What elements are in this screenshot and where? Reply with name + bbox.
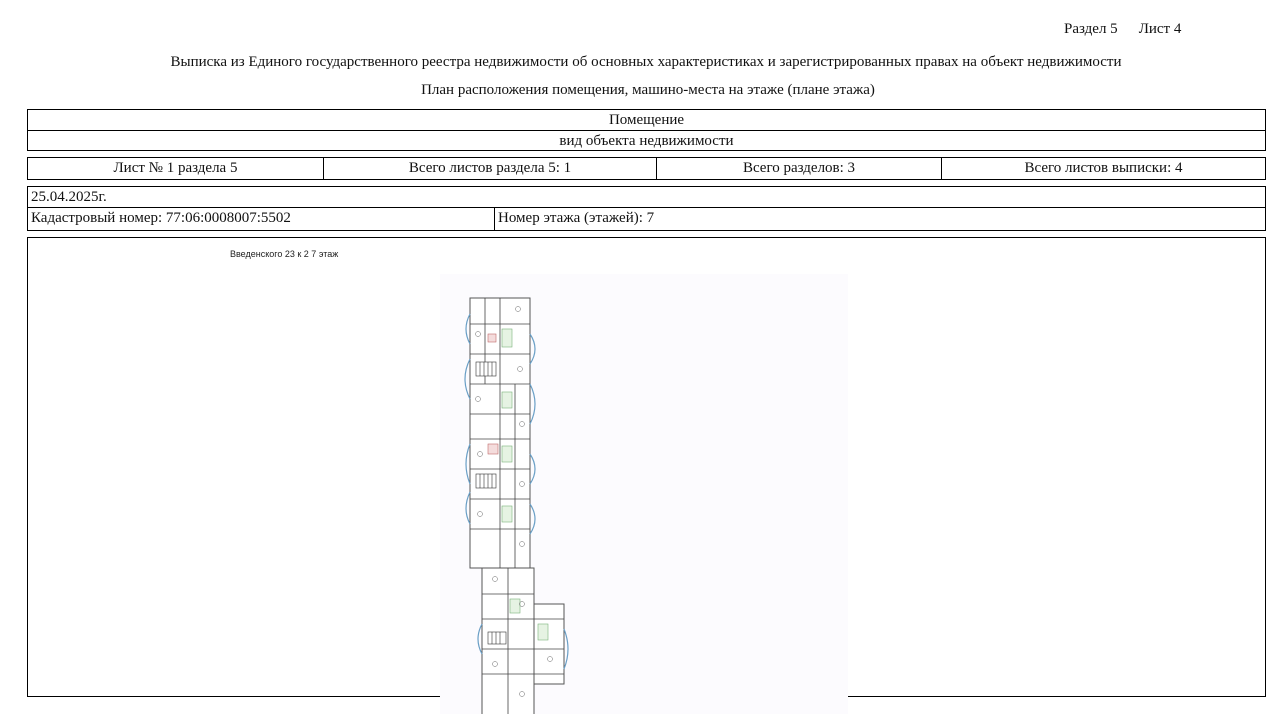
- object-info-table: [27, 186, 1266, 231]
- object-type-table: [27, 109, 1266, 151]
- total-sheets-extract-cell: Всего листов выписки: 4: [941, 158, 1265, 179]
- building-outline: [470, 298, 564, 714]
- sheet-counts-table: [27, 157, 1266, 180]
- total-sections-cell: Всего разделов: 3: [656, 158, 941, 179]
- section-sheet-reference: [1064, 21, 1181, 38]
- extract-date: 25.04.2025г.: [31, 189, 107, 205]
- floor-plan-drawing: [440, 274, 848, 714]
- total-sheets-section-cell: Всего листов раздела 5: 1: [323, 158, 656, 179]
- floor-number: Номер этажа (этажей): 7: [494, 208, 1265, 230]
- object-type-value: Помещение: [608, 112, 685, 128]
- object-type-label: вид объекта недвижимости: [28, 130, 1265, 151]
- sheet-number: Лист 4: [1138, 21, 1182, 37]
- sheet-number-cell: Лист № 1 раздела 5: [113, 160, 238, 176]
- floor-plan-box: [27, 237, 1266, 697]
- document-title: Выписка из Единого государственного реестра недвижимости об основных характеристиках и зарегистрированных правах на объект недвижимости: [170, 54, 1122, 70]
- section-number: Раздел 5: [1064, 21, 1118, 37]
- plan-caption: Введенского 23 к 2 7 этаж: [230, 249, 339, 259]
- cadastral-number: Кадастровый номер: 77:06:0008007:5502: [31, 210, 291, 226]
- plan-title: План расположения помещения, машино-места на этаже (плане этажа): [421, 82, 875, 98]
- floor-plan-sheet: [440, 274, 848, 714]
